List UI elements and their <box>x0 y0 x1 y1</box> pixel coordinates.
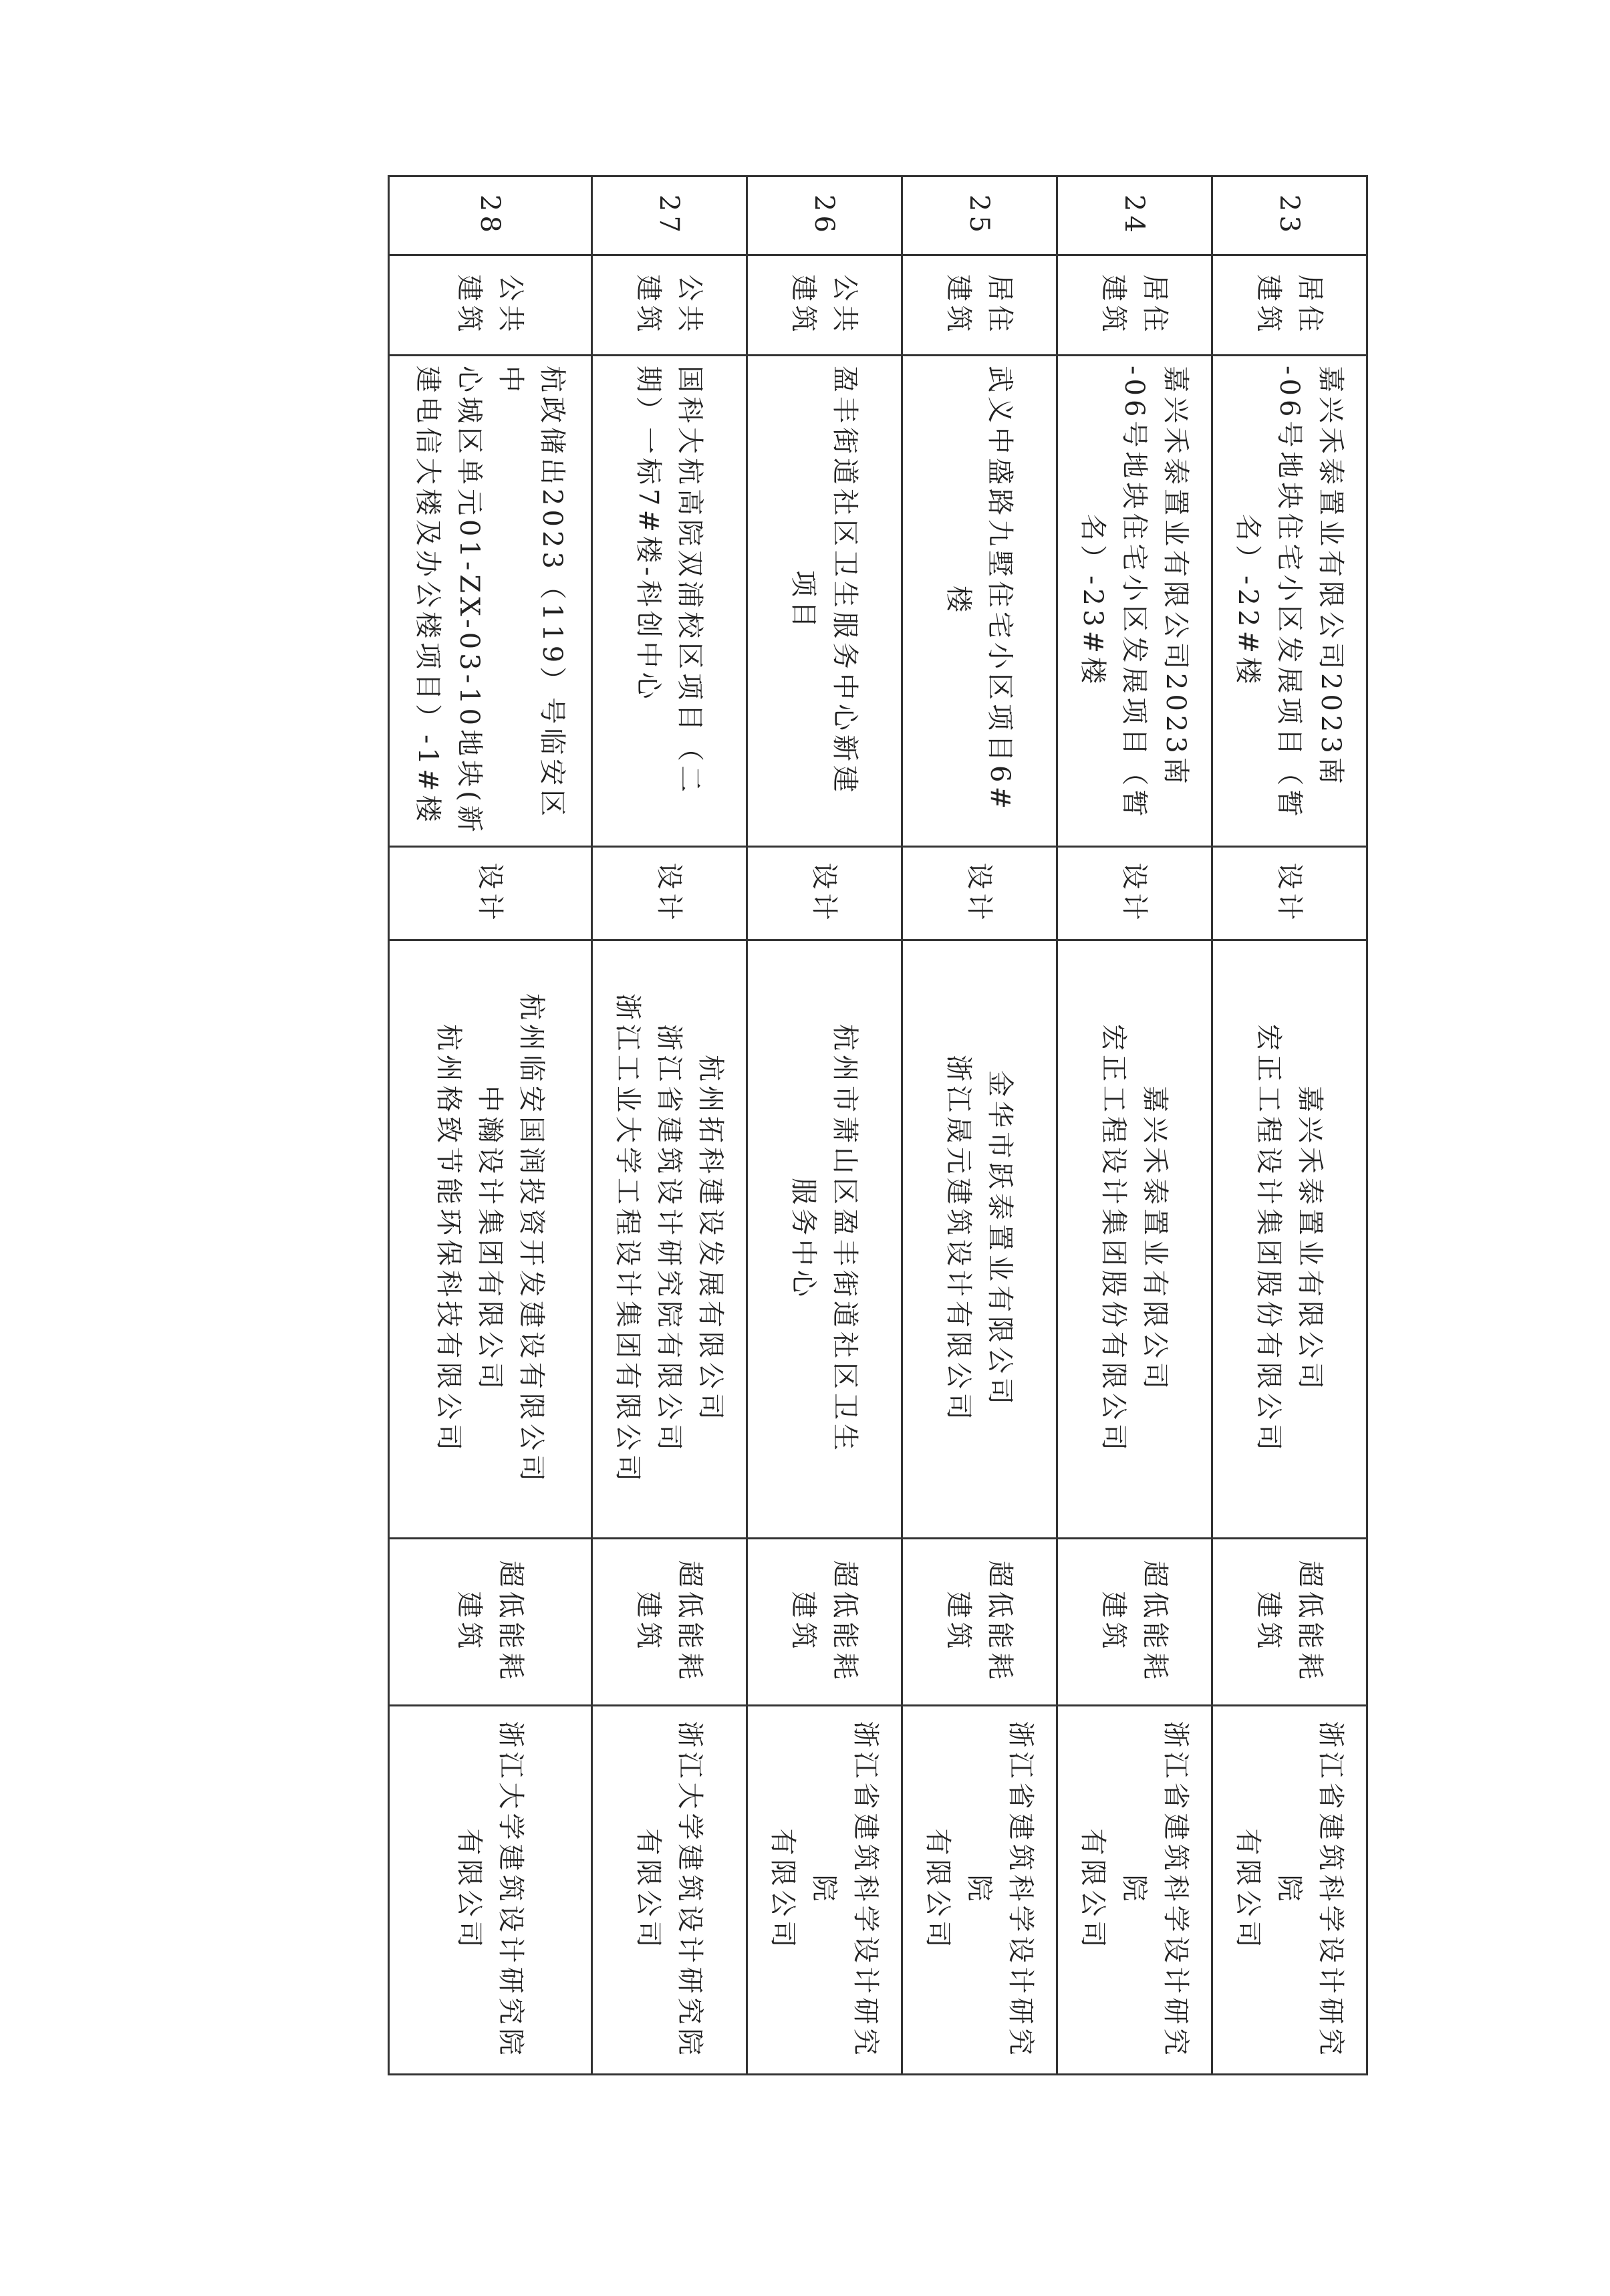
organizations: 金华市跃泰置业有限公司 浙江晟元建筑设计有限公司 <box>902 940 1057 1539</box>
project-name: 杭政储出2023（119）号临安区中 心城区单元01-ZX-03-10地块(新 建电信大楼及办公楼项目）-1#楼 <box>389 356 592 847</box>
table-row <box>902 176 1057 2075</box>
row-number: 25 <box>902 176 1057 255</box>
project-name: 国科大杭高院双浦校区项目（二 期）一标7#楼-科创中心 <box>591 356 747 847</box>
building-type: 公共 建筑 <box>747 255 902 356</box>
consulting-unit: 浙江省建筑科学设计研究院 有限公司 <box>1057 1706 1212 2075</box>
consulting-unit: 浙江省建筑科学设计研究院 有限公司 <box>902 1706 1057 2075</box>
category: 超低能耗 建筑 <box>389 1539 592 1706</box>
project-name: 武义中盛路九墅住宅小区项目6# 楼 <box>902 356 1057 847</box>
row-number: 24 <box>1057 176 1212 255</box>
consulting-unit: 浙江大学建筑设计研究院 有限公司 <box>389 1706 592 2075</box>
category: 超低能耗 建筑 <box>1212 1539 1367 1706</box>
category: 超低能耗 建筑 <box>902 1539 1057 1706</box>
project-name: 盈丰街道社区卫生服务中心新建 项目 <box>747 356 902 847</box>
consulting-unit: 浙江大学建筑设计研究院 有限公司 <box>591 1706 747 2075</box>
consulting-unit: 浙江省建筑科学设计研究院 有限公司 <box>1212 1706 1367 2075</box>
organizations: 嘉兴禾泰置业有限公司 宏正工程设计集团股份有限公司 <box>1212 940 1367 1539</box>
project-name: 嘉兴禾泰置业有限公司2023南 -06号地块住宅小区发展项目（暂 名）-23#楼 <box>1057 356 1212 847</box>
category: 超低能耗 建筑 <box>1057 1539 1212 1706</box>
organizations: 杭州临安国润投资开发建设有限公司 中瀚设计集团有限公司 杭州格致节能环保科技有限公司 <box>389 940 592 1539</box>
stage: 设计 <box>747 847 902 940</box>
stage: 设计 <box>591 847 747 940</box>
organizations: 杭州市萧山区盈丰街道社区卫生 服务中心 <box>747 940 902 1539</box>
stage: 设计 <box>1057 847 1212 940</box>
project-name: 嘉兴禾泰置业有限公司2023南 -06号地块住宅小区发展项目（暂 名）-22#楼 <box>1212 356 1367 847</box>
table-row <box>591 176 747 2075</box>
category: 超低能耗 建筑 <box>591 1539 747 1706</box>
building-type: 公共 建筑 <box>591 255 747 356</box>
building-type: 居住 建筑 <box>1057 255 1212 356</box>
row-number: 23 <box>1212 176 1367 255</box>
category: 超低能耗 建筑 <box>747 1539 902 1706</box>
row-number: 26 <box>747 176 902 255</box>
building-type: 公共 建筑 <box>389 255 592 356</box>
table-row <box>1212 176 1367 2075</box>
table-row <box>1057 176 1212 2075</box>
table-row <box>389 176 592 2075</box>
building-type: 居住 建筑 <box>902 255 1057 356</box>
rotated-table-container <box>388 175 1368 2073</box>
row-number: 28 <box>389 176 592 255</box>
consulting-unit: 浙江省建筑科学设计研究院 有限公司 <box>747 1706 902 2075</box>
building-type: 居住 建筑 <box>1212 255 1367 356</box>
organizations: 嘉兴禾泰置业有限公司 宏正工程设计集团股份有限公司 <box>1057 940 1212 1539</box>
stage: 设计 <box>389 847 592 940</box>
table-row <box>747 176 902 2075</box>
stage: 设计 <box>1212 847 1367 940</box>
project-list-table <box>388 175 1368 2075</box>
stage: 设计 <box>902 847 1057 940</box>
table-body <box>389 176 1367 2075</box>
organizations: 杭州拓科建设发展有限公司 浙江省建筑设计研究院有限公司 浙江工业大学工程设计集团有限公司 <box>591 940 747 1539</box>
row-number: 27 <box>591 176 747 255</box>
